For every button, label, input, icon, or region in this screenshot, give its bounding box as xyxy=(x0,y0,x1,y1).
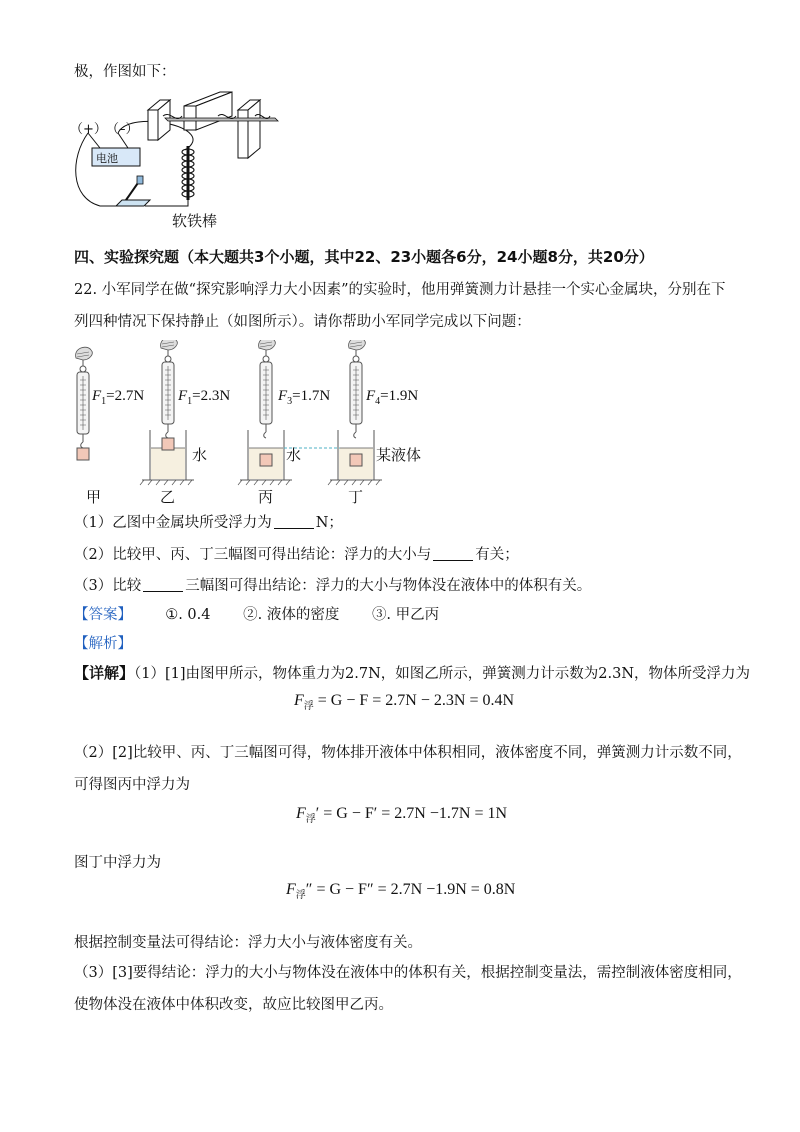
detail-line-2: （2）[2]比较甲、丙、丁三幅图可得，物体排开液体中体积相同，液体密度不同，弹簧测力计示数不同， xyxy=(74,745,742,761)
panel-caption-3: 丙 xyxy=(258,488,274,506)
detail-line-6: （3）[3]要得结论：浮力的大小与物体没在液体中的体积有关，根据控制变量法，需控制液体密度相同， xyxy=(74,965,742,981)
detail-line-4: 图丁中浮力为 xyxy=(74,855,161,871)
answer-line xyxy=(74,605,467,625)
question-line-2: 列四种情况下保持静止（如图所示）。请你帮助小军同学完成以下问题： xyxy=(74,314,531,330)
liquid-label-2: 水 xyxy=(192,446,208,464)
liquid-label-3: 水 xyxy=(286,446,302,464)
plus-label: （+） xyxy=(70,122,107,137)
minus-label: （–） xyxy=(106,122,139,137)
detail-tag: 【详解】 xyxy=(74,664,135,682)
liquid-label-4: 某液体 xyxy=(376,446,422,464)
force-label-2: $F_1=2.3N$ xyxy=(178,388,231,407)
panel-caption-1: 甲 xyxy=(86,488,102,506)
formula-2: $F_浮' = G - F' = 2.7N -1.7N = 1N$ xyxy=(296,805,508,825)
answer-item-2: ②. 液体的密度 xyxy=(243,607,340,623)
intro-line: 极，作图如下： xyxy=(74,64,176,80)
detail-line-5: 根据控制变量法可得结论：浮力大小与液体密度有关。 xyxy=(74,935,422,951)
spring-scale-diagram xyxy=(68,340,468,505)
force-label-1: $F_1=2.7N$ xyxy=(92,388,145,407)
answer-item-1: ①. 0.4 xyxy=(165,607,211,623)
panel-yi xyxy=(140,340,194,485)
circuit-figure xyxy=(70,88,310,233)
sub-question-3: （3）比较 三幅图可得出结论：浮力的大小与物体没在液体中的体积有关。 xyxy=(74,578,592,594)
sub-question-1: （1）乙图中金属块所受浮力为 N； xyxy=(74,515,343,531)
answer-item-3: ③. 甲乙丙 xyxy=(371,607,440,623)
formula-1: $F_浮 = G - F = 2.7N - 2.3N = 0.4N$ xyxy=(294,692,515,712)
panel-bing xyxy=(238,340,292,485)
answer-tag: 【答案】 xyxy=(74,607,132,623)
detail-line-7: 使物体没在液体中体积改变，故应比较图甲乙丙。 xyxy=(74,997,393,1013)
rod-label: 软铁棒 xyxy=(172,212,218,230)
battery-label: 电池 xyxy=(96,152,118,165)
panel-caption-2: 乙 xyxy=(160,488,176,506)
formula-3: $F_浮'' = G - F'' = 2.7N -1.9N = 0.8N$ xyxy=(286,881,516,901)
answer-blank-1 xyxy=(274,514,314,529)
detail-line-3: 可得图丙中浮力为 xyxy=(74,777,190,793)
question-line-1: 22. 小军同学在做“探究影响浮力大小因素”的实验时，他用弹簧测力计悬挂一个实心金属块，分别在下 xyxy=(74,282,726,298)
sub-question-2: （2）比较甲、丙、丁三幅图可得出结论：浮力的大小与 有关； xyxy=(74,547,519,563)
detail-line-1: 【详解】（1）[1]由图甲所示，物体重力为2.7N，如图乙所示，弹簧测力计示数为2.3N，物体所受浮力为 xyxy=(74,664,751,682)
force-label-4: $F_4=1.9N$ xyxy=(366,388,419,407)
answer-blank-2 xyxy=(433,546,473,561)
analysis-tag: 【解析】 xyxy=(74,636,132,652)
panel-ding xyxy=(328,340,382,485)
panel-jia xyxy=(76,347,93,460)
answer-blank-3 xyxy=(143,577,183,592)
force-label-3: $F_3=1.7N$ xyxy=(278,388,331,407)
section-heading: 四、实验探究题（本大题共3个小题，其中22、23小题各6分，24小题8分，共20分） xyxy=(74,248,654,266)
spring-scale-figure xyxy=(68,340,468,505)
panel-caption-4: 丁 xyxy=(348,488,364,506)
